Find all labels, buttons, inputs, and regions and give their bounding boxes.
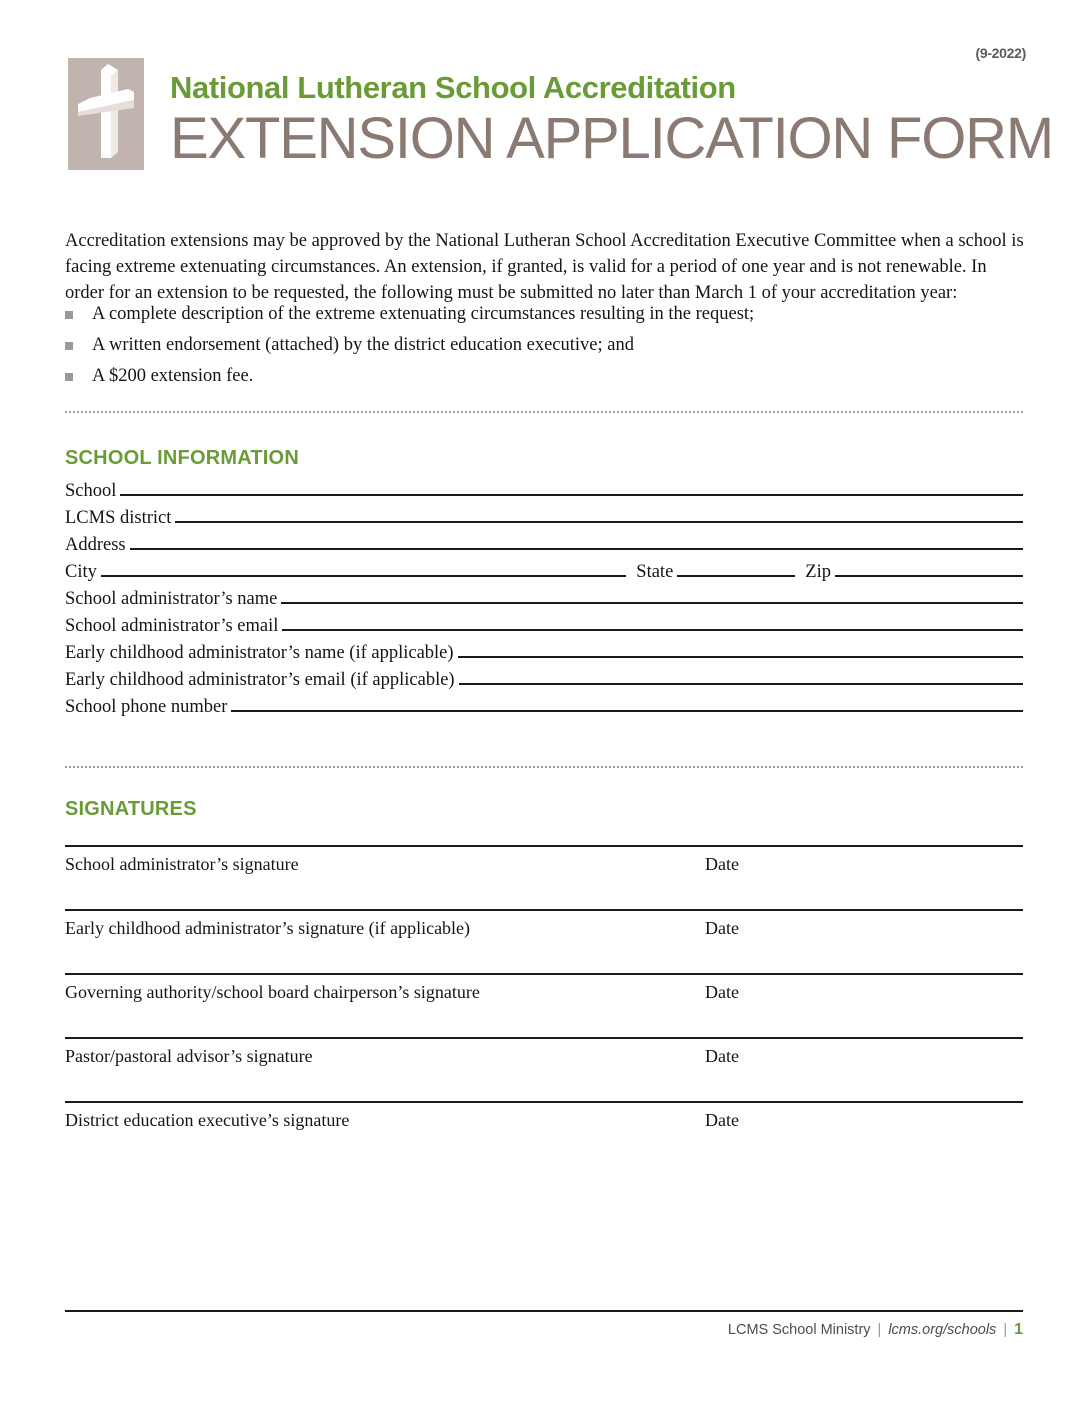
signature-date-label: Date bbox=[705, 918, 739, 938]
signature-row-school-administrator bbox=[65, 845, 1023, 909]
list-item bbox=[65, 365, 1025, 388]
section-heading-school-information: SCHOOL INFORMATION bbox=[65, 447, 299, 469]
document-footer bbox=[728, 1321, 1023, 1339]
field-label-school-administrator-name: School administrator’s name bbox=[65, 589, 278, 609]
signature-row-ec-administrator bbox=[65, 909, 1023, 973]
field-row-lcms-district bbox=[65, 504, 1023, 531]
field-row-school bbox=[65, 477, 1023, 504]
bullet-square-icon bbox=[65, 311, 73, 319]
field-label-school-administrator-email: School administrator’s email bbox=[65, 616, 279, 636]
school-administrator-email-input[interactable] bbox=[282, 612, 1023, 631]
requirements-list bbox=[65, 303, 1025, 396]
signature-date-label: Date bbox=[705, 1110, 739, 1130]
field-row-school-administrator-name bbox=[65, 585, 1023, 612]
list-item-label: A written endorsement (attached) by the district education executive; and bbox=[92, 335, 634, 355]
field-label-state: State bbox=[636, 562, 674, 582]
signature-label: Early childhood administrator’s signature (if applicable) bbox=[65, 918, 471, 938]
field-label-city: City bbox=[65, 562, 97, 582]
footer-divider bbox=[65, 1310, 1023, 1312]
field-label-school-phone-number: School phone number bbox=[65, 697, 228, 717]
list-item-label: A $200 extension fee. bbox=[92, 366, 254, 386]
school-administrator-name-input[interactable] bbox=[281, 585, 1023, 604]
footer-page-number: 1 bbox=[1014, 1321, 1023, 1338]
list-item-label: A complete description of the extreme extenuating circumstances resulting in the request; bbox=[92, 304, 755, 324]
bullet-square-icon bbox=[65, 342, 73, 350]
intro-paragraph: Accreditation extensions may be approved by the National Lutheran School Accreditation Executive Committee when a school is facing extreme extenuating circumstances. An extension, if granted, is valid for a period of one year and is not renewable. In order for an extension to be requested, the following must be submitted no later than March 1 of your accreditation year: bbox=[65, 231, 1024, 303]
bullet-square-icon bbox=[65, 373, 73, 381]
signature-label: District education executive’s signature bbox=[65, 1110, 350, 1130]
section-heading-signatures: SIGNATURES bbox=[65, 798, 197, 820]
list-item bbox=[65, 303, 1025, 326]
signature-date-label: Date bbox=[705, 854, 739, 874]
lutheran-cross-icon bbox=[68, 58, 144, 170]
footer-url[interactable]: lcms.org/schools bbox=[888, 1322, 997, 1338]
footer-separator: | bbox=[1003, 1322, 1008, 1338]
field-row-ec-administrator-name bbox=[65, 639, 1023, 666]
field-row-school-administrator-email bbox=[65, 612, 1023, 639]
program-title: National Lutheran School Accreditation bbox=[170, 70, 736, 105]
signature-row-pastor bbox=[65, 1037, 1023, 1101]
field-label-school: School bbox=[65, 481, 117, 501]
section-divider bbox=[65, 766, 1023, 768]
address-input[interactable] bbox=[130, 531, 1023, 550]
section-divider bbox=[65, 411, 1023, 413]
signature-row-district-education-executive bbox=[65, 1101, 1023, 1165]
signature-date-label: Date bbox=[705, 982, 739, 1002]
signature-label: Governing authority/school board chairperson’s signature bbox=[65, 982, 480, 1002]
zip-input[interactable] bbox=[835, 558, 1023, 577]
field-row-city-state-zip bbox=[65, 558, 1023, 585]
city-input[interactable] bbox=[101, 558, 626, 577]
field-row-address bbox=[65, 531, 1023, 558]
field-label-address: Address bbox=[65, 535, 126, 555]
field-row-school-phone-number bbox=[65, 693, 1023, 720]
signature-label: Pastor/pastoral advisor’s signature bbox=[65, 1046, 313, 1066]
footer-organization: LCMS School Ministry bbox=[727, 1322, 871, 1338]
signature-date-label: Date bbox=[705, 1046, 739, 1066]
ec-administrator-email-input[interactable] bbox=[459, 666, 1023, 685]
school-information-fields bbox=[65, 477, 1023, 720]
signature-row-governing-authority bbox=[65, 973, 1023, 1037]
field-label-lcms-district: LCMS district bbox=[65, 508, 172, 528]
revision-date: (9-2022) bbox=[975, 45, 1026, 61]
field-label-ec-administrator-email: Early childhood administrator’s email (if applicable) bbox=[65, 670, 455, 690]
document-header bbox=[0, 0, 1088, 190]
document-title-group bbox=[170, 70, 1053, 171]
state-input[interactable] bbox=[677, 558, 795, 577]
lcms-district-input[interactable] bbox=[175, 504, 1023, 523]
school-input[interactable] bbox=[120, 477, 1023, 496]
field-row-ec-administrator-email bbox=[65, 666, 1023, 693]
ec-administrator-name-input[interactable] bbox=[458, 639, 1023, 658]
field-label-zip: Zip bbox=[805, 562, 831, 582]
school-phone-number-input[interactable] bbox=[231, 693, 1023, 712]
field-label-ec-administrator-name: Early childhood administrator’s name (if applicable) bbox=[65, 643, 454, 663]
form-title: EXTENSION APPLICATION FORM bbox=[170, 106, 1053, 171]
signatures-section bbox=[65, 845, 1023, 1165]
signature-label: School administrator’s signature bbox=[65, 854, 299, 874]
footer-separator: | bbox=[877, 1322, 882, 1338]
list-item bbox=[65, 334, 1025, 357]
